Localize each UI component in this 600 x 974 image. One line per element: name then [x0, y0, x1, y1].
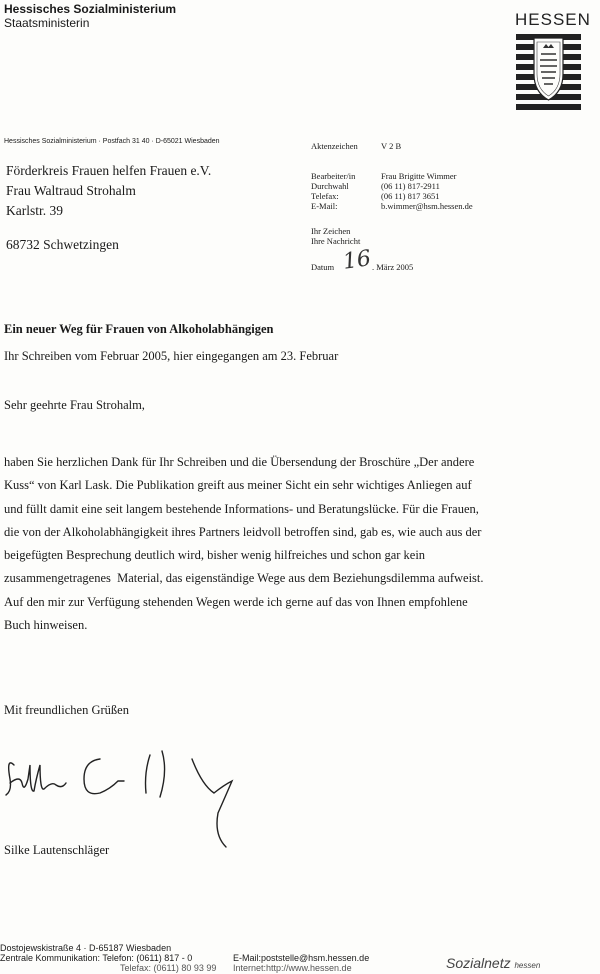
durchwahl-value: (06 11) 817-2911 [381, 181, 440, 191]
footer-address: Dostojewskistraße 4 · D-65187 Wiesbaden [0, 943, 172, 953]
footer-telefax: Telefax: (0611) 80 93 99 [120, 963, 217, 973]
aktenzeichen-value: V 2 B [381, 141, 402, 151]
closing: Mit freundlichen Grüßen [4, 703, 129, 717]
body-line: die von der Alkoholabhängigkeit ihres Partners leidvoll betroffen sind, gab es, wie auch aus der [4, 524, 482, 539]
ministry-name: Hessisches Sozialministerium [4, 2, 177, 16]
handwritten-signature [0, 735, 260, 855]
datum-handwritten-day: 16 [341, 246, 373, 275]
sozialnetz-logo [446, 955, 540, 971]
recipient-organization: Förderkreis Frauen helfen Frauen e.V. [6, 163, 212, 178]
hessen-coat-of-arms-icon [516, 34, 581, 119]
datum-value: . März 2005 [372, 262, 414, 272]
hessen-wordmark: HESSEN [515, 10, 591, 29]
telefax-label: Telefax: [311, 191, 339, 201]
email-label: E-Mail: [311, 201, 338, 211]
sozialnetz-brand-sub: hessen [514, 961, 541, 970]
recipient-street: Karlstr. 39 [6, 203, 63, 218]
bearbeiter-value: Frau Brigitte Wimmer [381, 171, 457, 181]
sender-return-address: Hessisches Sozialministerium · Postfach 31 40 · D-65021 Wiesbaden [4, 138, 220, 145]
footer-email: E-Mail:poststelle@hsm.hessen.de [233, 953, 370, 963]
body-line: Buch hinweisen. [4, 618, 88, 633]
body-line: zusammengetragenes Material, das eigenständige Wege aus dem Beziehungsdilemma aufweist. [4, 571, 484, 586]
body-line: Kuss“ von Karl Lask. Die Publikation greift aus meiner Sicht ein sehr wichtiges Anliegen auf [4, 478, 472, 493]
datum-label: Datum [311, 262, 335, 272]
telefax-value: (06 11) 817 3651 [381, 191, 440, 201]
body-line: haben Sie herzlichen Dank für Ihr Schreiben und die Übersendung der Broschüre „Der andere [4, 455, 475, 469]
aktenzeichen-label: Aktenzeichen [311, 141, 358, 151]
email-value: b.wimmer@hsm.hessen.de [381, 201, 473, 211]
body-line: beigefügten Besprechung deutlich wird, bisher wenig hilfreiches und schon gar kein [4, 548, 426, 563]
recipient-person: Frau Waltraud Strohalm [6, 183, 136, 198]
body-line: Auf den mir zur Verfügung stehenden Wegen werde ich gerne auf das von Ihnen empfohlene [4, 594, 468, 609]
letter-body [4, 451, 592, 637]
body-line: und füllt damit eine seit langem bestehende Informations- und Beratungslücke. Für die Frauen, [4, 501, 479, 516]
durchwahl-label: Durchwahl [311, 181, 349, 191]
letter-reference: Ihr Schreiben vom Februar 2005, hier eingegangen am 23. Februar [4, 349, 339, 363]
sozialnetz-brand: Sozialnetz [446, 955, 511, 971]
letter-subject: Ein neuer Weg für Frauen von Alkoholabhängigen [4, 322, 274, 336]
recipient-city: 68732 Schwetzingen [6, 237, 119, 252]
ihre-nachricht-label: Ihre Nachricht [311, 236, 361, 246]
ministry-subtitle: Staatsministerin [4, 16, 90, 30]
signer-name: Silke Lautenschläger [4, 843, 110, 857]
footer-internet: Internet:http://www.hessen.de [233, 963, 352, 973]
footer-zentrale: Zentrale Kommunikation: Telefon: (0611) 817 - 0 [0, 953, 193, 963]
salutation: Sehr geehrte Frau Strohalm, [4, 398, 145, 412]
bearbeiter-label: Bearbeiter/in [311, 171, 356, 181]
ihr-zeichen-label: Ihr Zeichen [311, 226, 351, 236]
